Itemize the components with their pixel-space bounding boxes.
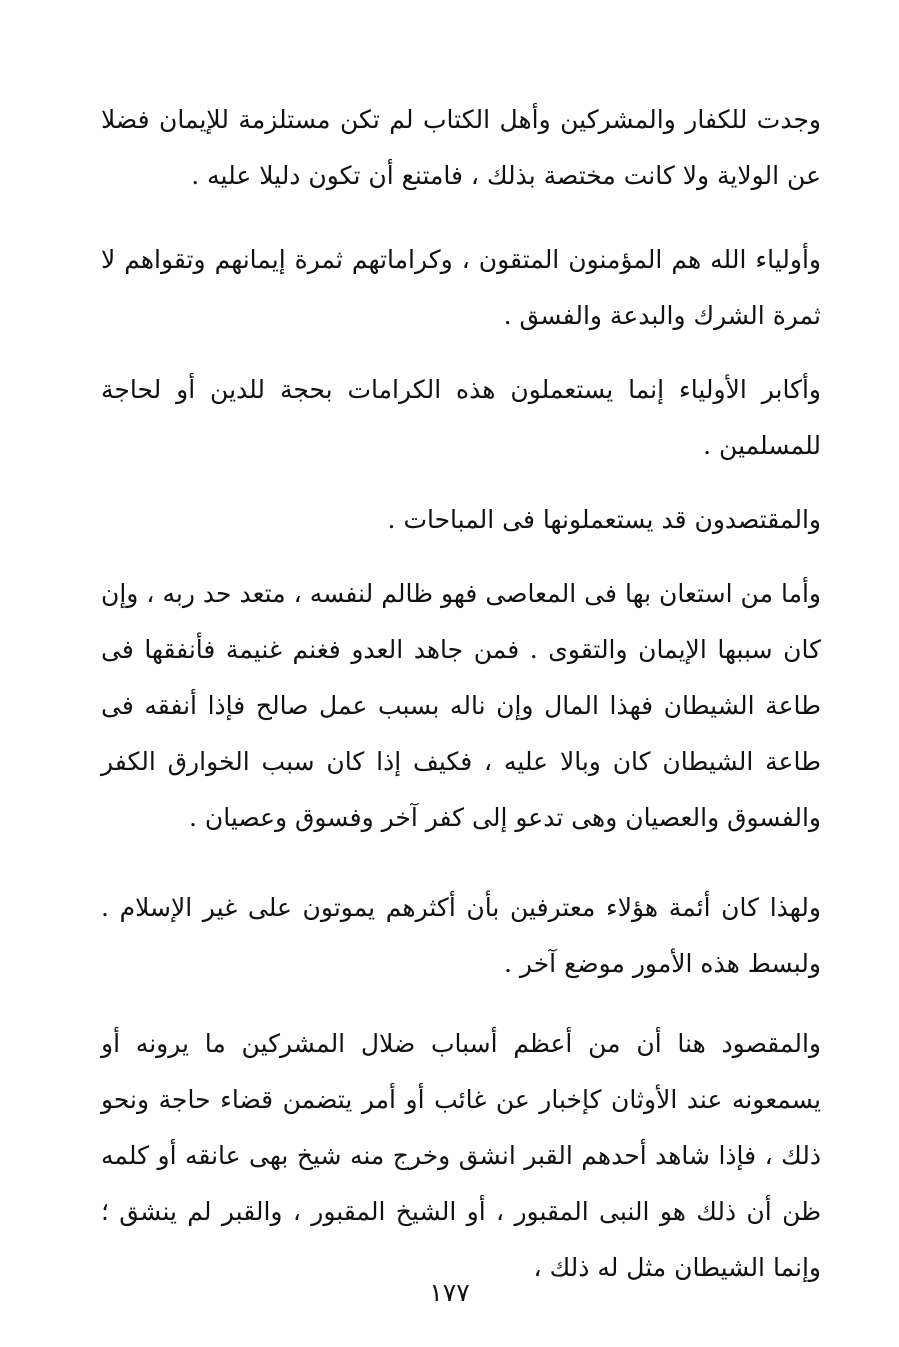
page-number: ١٧٧	[429, 1278, 470, 1307]
paragraph-2: وأولياء الله هم المؤمنون المتقون ، وكراماتهم ثمرة إيمانهم وتقواهم لا ثمرة الشرك والبدعة والفسق .	[101, 245, 821, 330]
paragraph-5: وأما من استعان بها فى المعاصى فهو ظالم لنفسه ، متعد حد ربه ، وإن كان سببها الإيمان والتقوى . فمن جاهد العدو فغنم غنيمة فأنفقها فى طاعة الشيطان فهذا المال وإن ناله بسبب عمل صالح فإذا أنفقه فى طاعة الشيطان كان وبالا عليه ، فكيف إذا كان سبب الخوارق الكفر والفسوق والعصيان وهى تدعو إلى كفر آخر وفسوق وعصيان .	[101, 579, 821, 832]
paragraph-4: والمقتصدون قد يستعملونها فى المباحات .	[387, 505, 821, 534]
paragraph-3: وأكابر الأولياء إنما يستعملون هذه الكرامات بحجة للدين أو لحاجة للمسلمين .	[101, 375, 821, 460]
paragraph-7: والمقصود هنا أن من أعظم أسباب ضلال المشركين ما يرونه أو يسمعونه عند الأوثان كإخبار عن غائب أو أمر يتضمن قضاء حاجة ونحو ذلك ، فإذا شاهد أحدهم القبر انشق وخرج منه شيخ بهى عانقه أو كلمه ظن أن ذلك هو النبى المقبور ، أو الشيخ المقبور ، والقبر لم ينشق ؛ وإنما الشيطان مثل له ذلك ،	[101, 1029, 821, 1282]
paragraph-6: ولهذا كان أئمة هؤلاء معترفين بأن أكثرهم يموتون على غير الإسلام . ولبسط هذه الأمور موضع آخر .	[101, 893, 821, 978]
paragraph-1: وجدت للكفار والمشركين وأهل الكتاب لم تكن مستلزمة للإيمان فضلا عن الولاية ولا كانت مختصة بذلك ، فامتنع أن تكون دليلا عليه .	[101, 105, 821, 190]
